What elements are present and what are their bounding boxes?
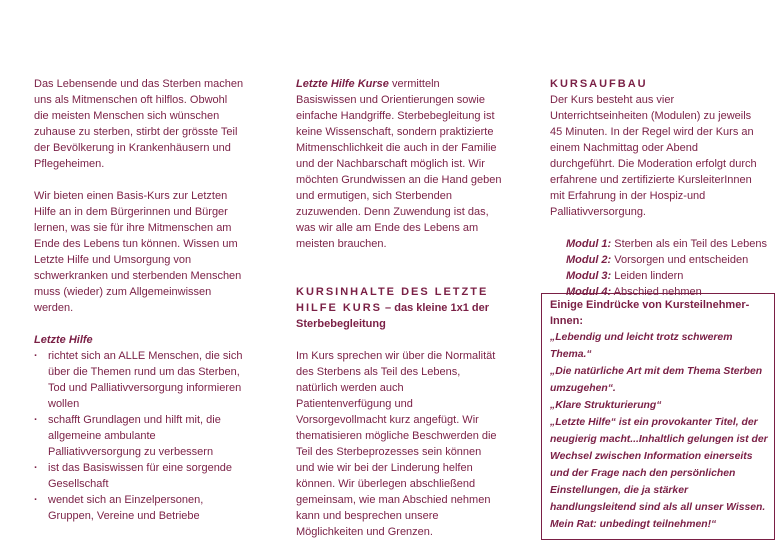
modul-label: Modul 2: — [566, 254, 612, 266]
modul-text: Abschied nehmen — [611, 286, 702, 298]
list-item: · ist das Basiswissen für eine sorgende Gesellschaft — [34, 460, 244, 492]
letzte-hilfe-list — [34, 348, 244, 524]
intro-paragraph: Das Lebensende und das Sterben machen uns als Mitmenschen oft hilflos. Obwohl die meisten Menschen sich wünschen zuhause zu sterben, stirbt der grösste Teil der Bevölkerung in Krankenhäusern und Pflegeheimen. — [34, 78, 244, 170]
column-left — [34, 76, 244, 524]
inhalte-title: KURSINHALTE DES LETZTE HILFE KURS — [296, 286, 489, 314]
kurse-paragraph — [296, 76, 502, 252]
list-item: · richtet sich an ALLE Menschen, die sich über die Themen rund um das Sterben, Tod und Palliativversorgung informieren wollen — [34, 348, 244, 412]
modul-label: Modul 3: — [566, 270, 612, 282]
inhalte-heading — [296, 284, 502, 332]
testimonial-quote: „Lebendig und leicht trotz schwerem Thema.“ — [550, 332, 733, 360]
inhalte-subtitle: – das kleine 1x1 der Sterbebegleitung — [296, 302, 490, 330]
modul-item — [566, 252, 764, 268]
column-right — [550, 76, 767, 300]
list-item: · wendet sich an Einzelpersonen, Gruppen, Vereine und Betriebe — [34, 492, 244, 524]
modul-item — [566, 268, 764, 284]
modul-item — [566, 236, 767, 252]
list-item: · schafft Grundlagen und hilft mit, die allgemeine ambulante Palliativversorgung zu verbessern — [34, 412, 244, 460]
testimonials-box — [541, 293, 775, 540]
offer-paragraph: Wir bieten einen Basis-Kurs zur Letzten Hilfe an in dem Bürgerinnen und Bürger lernen, was sie für ihre Mitmenschen am Ende des Lebens tun können. Wissen um Letzte Hilfe und Umsorgung von schwerkranken und sterbenden Menschen muss (wieder) zum Allgemeinwissen werden. — [34, 190, 242, 314]
testimonial-quote: „Letzte Hilfe“ ist ein provokanter Titel, der neugierig macht...Inhaltlich gelungen ist der Wechsel zwischen Information einerseits und der Frage nach den persönlichen Einstellungen, die ja stärker handlungsleitend sind als all unser Wissen. Mein Rat: unbedingt teilnehmen!“ — [550, 417, 768, 530]
modul-label: Modul 4: — [566, 286, 612, 298]
inhalte-paragraph: Im Kurs sprechen wir über die Normalität des Sterbens als Teil des Lebens, natürlich werden auch Patientenverfügung und Vorsorgevollmacht kurz angefügt. Wir thematisieren mögliche Beschwerden die Teil des Sterbeprozesses sein können und wie wir bei der Linderung helfen können. Wir überlegen abschließend gemeinsam, wie man Abschied nehmen kann und besprechen unsere Möglichkeiten und Grenzen. — [296, 350, 497, 538]
aufbau-heading: KURSAUFBAU — [550, 78, 648, 90]
modul-list — [566, 236, 767, 300]
testimonial-quote: „Die natürliche Art mit dem Thema Sterben umzugehen“. — [550, 366, 763, 394]
aufbau-paragraph: Der Kurs besteht aus vier Unterrichtseinheiten (Modulen) zu jeweils 45 Minuten. In der Regel wird der Kurs an einem Nachmittag oder Abend durchgeführt. Die Moderation erfolgt durch erfahrene und zertifizierte KursleiterInnen mit Erfahrung in der Hospiz-und Palliativversorgung. — [550, 94, 757, 218]
testimonial-quote: „Klare Strukturierung“ — [550, 400, 662, 411]
modul-text: Leiden lindern — [611, 270, 684, 282]
modul-label: Modul 1: — [566, 238, 612, 250]
kurse-bold-lead: Letzte Hilfe Kurse — [296, 78, 389, 90]
kurse-text: vermitteln Basiswissen und Orientierungen sowie einfache Handgriffe. Sterbebegleitung ist keine Wissenschaft, sondern praktizierte Mitmenschlichkeit die auch in der Familie und der Nachbarschaft möglich ist. Wir möchten Grundwissen an die Hand geben und ermutigen, sich Sterbenden zuzuwenden. Denn Zuwendung ist das, was wir alle am Ende des Lebens am meisten brauchen. — [296, 78, 502, 250]
modul-text: Vorsorgen und entscheiden — [611, 254, 749, 266]
testimonials-title: Einige Eindrücke von Kursteilnehmer-Innen: — [550, 299, 750, 327]
column-middle — [296, 76, 502, 540]
letzte-hilfe-heading: Letzte Hilfe — [34, 334, 93, 346]
modul-text: Sterben als ein Teil des Lebens — [611, 238, 767, 250]
